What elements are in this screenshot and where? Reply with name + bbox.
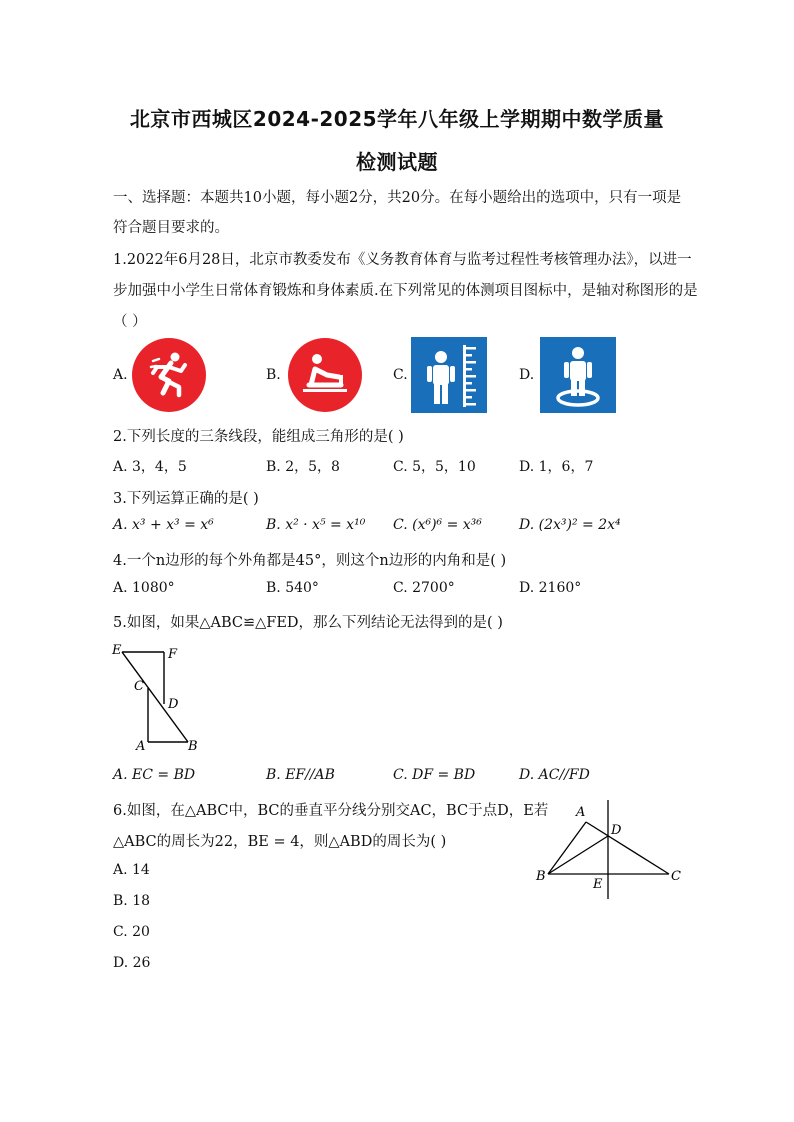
q6-stem-line2: △ABC的周长为22，BE = 4，则△ABD的周长为( ) [113,834,447,850]
q6-segment-ac [586,822,669,874]
q5-option-c[interactable]: C. DF = BD [393,767,476,783]
q5-option-b[interactable]: B. EF//AB [266,767,335,783]
q6-option-a[interactable]: A. 14 [113,862,150,878]
page-title: 北京市西城区2024-2025学年八年级上学期期中数学质量 [129,107,665,131]
section-header-line2: 符合题目要求的。 [113,220,229,236]
page-subtitle: 检测试题 [356,150,438,174]
q4-stem: 4.一个n边形的每个外角都是45°，则这个n边形的内角和是( ) [113,553,507,569]
q6-option-c[interactable]: C. 20 [113,924,150,940]
q6-label-b: B [536,869,546,884]
q3-option-b[interactable]: B. x² · x⁵ = x¹⁰ [266,517,366,533]
q4-option-c[interactable]: C. 2700° [393,580,455,596]
q6-segment-ba [548,822,586,874]
q2-option-b[interactable]: B. 2，5，8 [266,459,340,475]
q5-label-e: E [112,643,122,658]
q5-label-a: A [136,739,146,754]
q2-stem: 2.下列长度的三条线段，能组成三角形的是( ) [113,429,404,445]
q4-option-d[interactable]: D. 2160° [519,580,582,596]
q6-label-a: A [576,805,586,820]
weight-scale-icon [540,337,616,413]
q2-option-c[interactable]: C. 5，5，10 [393,459,476,475]
q6-segment-bd [548,836,608,874]
q5-figure [108,640,208,756]
q6-label-d: D [611,823,622,838]
q5-option-a[interactable]: A. EC = BD [113,767,196,783]
q3-option-a[interactable]: A. x³ + x³ = x⁶ [113,517,214,533]
q5-option-d[interactable]: D. AC//FD [519,767,590,783]
q1-option-d-label: D. [519,367,535,383]
q2-option-a[interactable]: A. 3，4，5 [113,459,187,475]
section-header-line1: 一、选择题：本题共10小题，每小题2分，共20分。在每小题给出的选项中，只有一项是 [113,190,682,206]
q2-option-d[interactable]: D. 1，6，7 [519,459,594,475]
q3-option-d[interactable]: D. (2x³)² = 2x⁴ [519,517,621,533]
q4-option-b[interactable]: B. 540° [266,580,319,596]
runner-icon [131,337,207,413]
q5-label-f: F [168,647,178,662]
q6-label-c: C [671,869,681,884]
q1-option-c-label: C. [393,367,408,383]
q6-option-d[interactable]: D. 26 [113,955,151,971]
q3-stem: 3.下列运算正确的是( ) [113,491,259,507]
q6-option-b[interactable]: B. 18 [113,893,151,909]
height-measure-icon [411,337,487,413]
q6-label-e: E [593,877,603,892]
q1-option-b-label: B. [266,367,281,383]
q5-label-d: D [168,697,179,712]
q6-figure [533,796,685,900]
q1-stem-line2: 步加强中小学生日常体育锻炼和身体素质.在下列常见的体测项目图标中，是轴对称图形的是 [113,283,698,299]
q6-stem-line1: 6.如图，在△ABC中，BC的垂直平分线分别交AC，BC于点D，E若 [113,803,549,819]
q1-option-a-label: A. [113,367,128,383]
q1-stem-line3: （ ） [113,314,147,330]
q4-option-a[interactable]: A. 1080° [113,580,175,596]
q5-label-b: B [188,739,198,754]
q5-stem: 5.如图，如果△ABC≌△FED，那么下列结论无法得到的是( ) [113,615,503,631]
q1-stem-line1: 1.2022年6月28日，北京市教委发布《义务教育体育与监考过程性考核管理办法》，以进一 [113,252,692,268]
sit-and-reach-icon [287,337,363,413]
q3-option-c[interactable]: C. (x⁶)⁶ = x³⁶ [393,517,482,533]
q5-label-c: C [134,679,144,694]
